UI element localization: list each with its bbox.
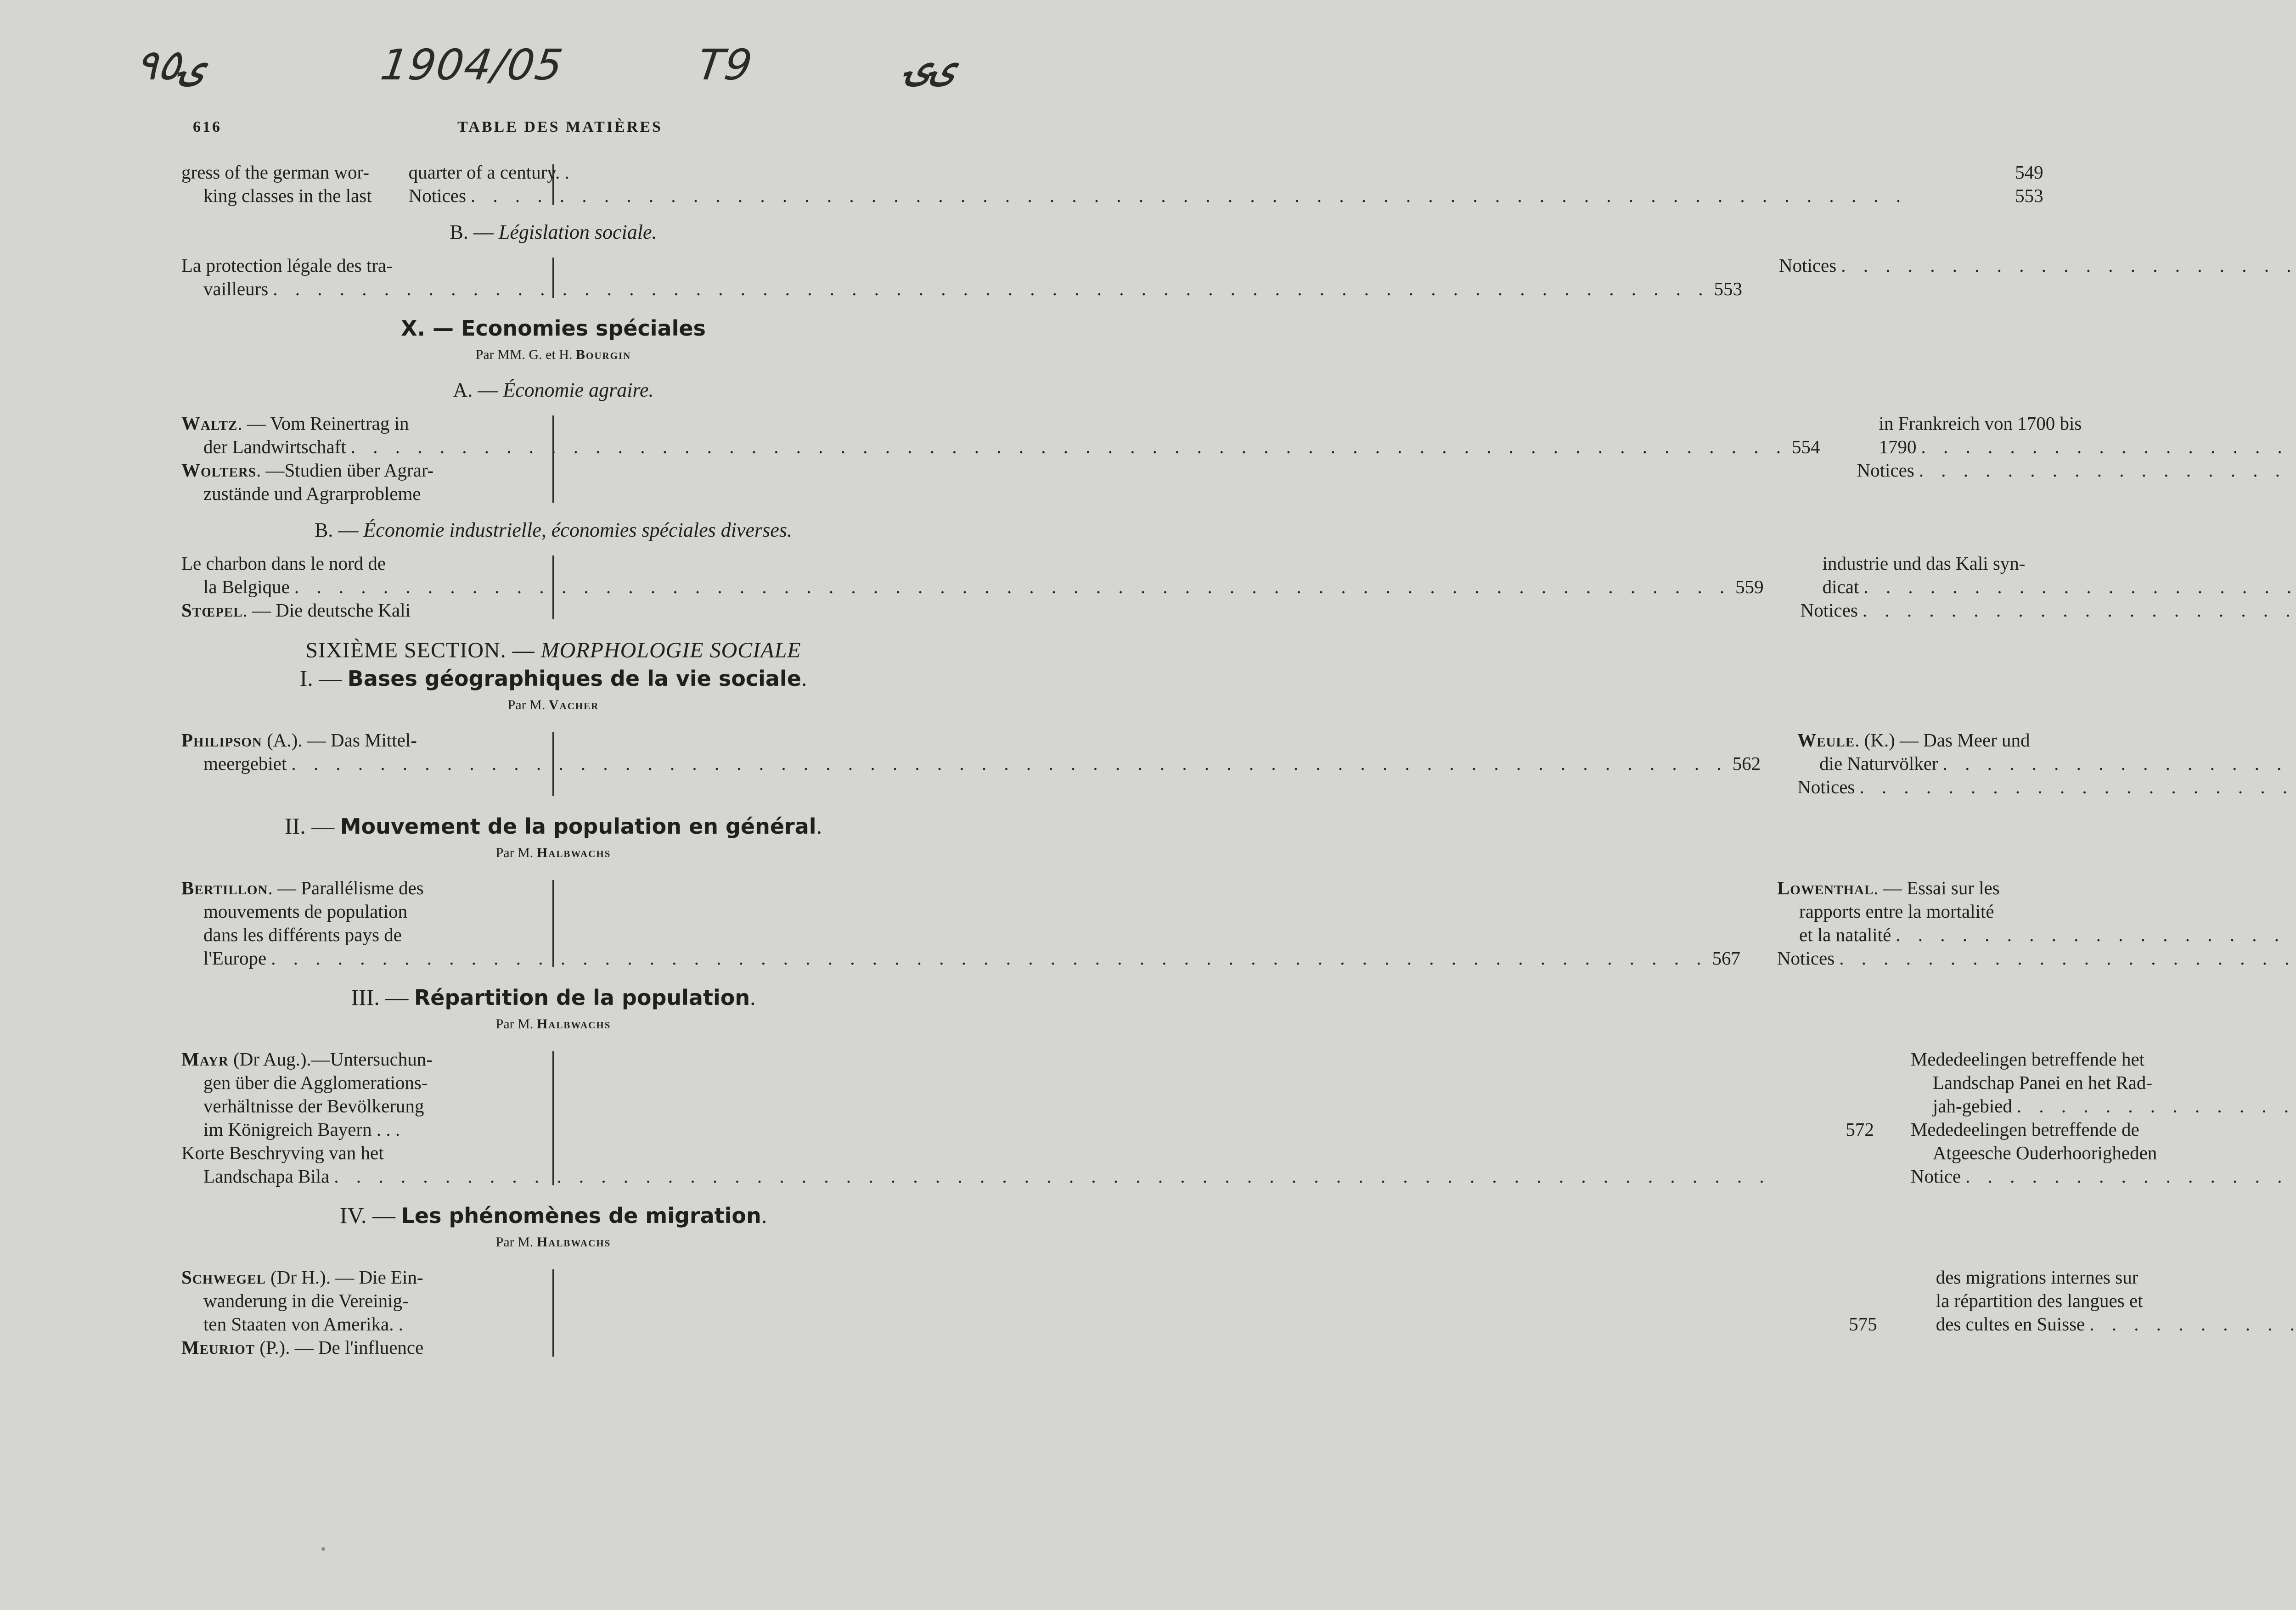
toc-text: Stœpel. — Die deutsche Kali	[181, 600, 411, 621]
toc-text: Lowenthal. — Essai sur les	[1777, 877, 2000, 898]
byline: Par MM. G. et H. Bourgin	[475, 347, 631, 362]
toc-text: et la natalité	[1799, 924, 1891, 945]
byline: Par M. Vacher	[507, 697, 599, 712]
toc-text: Meuriot (P.). — De l'influence	[181, 1337, 424, 1358]
paper-speck	[321, 1547, 325, 1551]
toc-text: Waltz. — Vom Reinertrag in	[181, 413, 409, 434]
toc-text: in Frankreich von 1700 bis	[1879, 413, 2082, 434]
toc-text: 1790	[1879, 436, 1917, 457]
toc-text: Notices	[1857, 460, 1914, 481]
toc-text: Le charbon dans le nord de	[181, 553, 386, 574]
toc-text: Notices	[1777, 948, 1835, 969]
toc-text: im Königreich Bayern . . .	[203, 1119, 400, 1140]
section-heading: X. — Economies spéciales	[401, 316, 706, 341]
toc-text: Bertillon. — Parallélisme des	[181, 877, 424, 898]
toc-block-continuation	[181, 161, 2043, 208]
toc-text: l'Europe	[203, 948, 267, 969]
toc-text: Notices	[1778, 255, 1837, 276]
page-ref: 575	[1849, 1313, 1877, 1335]
section-heading: III. — Répartition de la population.	[351, 984, 756, 1010]
toc-text: Landschapa Bila	[203, 1166, 330, 1187]
toc-text: industrie und das Kali syn-	[1822, 553, 2026, 574]
handwritten-mark-3: T9	[694, 40, 756, 90]
page-ref: 572	[1846, 1119, 1874, 1140]
toc-text: Notices	[1800, 600, 1858, 621]
section-heading: IV. — Les phénomènes de migration.	[339, 1202, 767, 1228]
table-of-contents	[181, 161, 2157, 1359]
page-ref: 559	[1735, 576, 1764, 597]
toc-text: verhältnisse der Bevölkerung	[203, 1095, 424, 1116]
toc-text: meergebiet	[203, 753, 287, 774]
toc-text: La protection légale des tra-	[181, 255, 393, 276]
toc-block-industrielle	[181, 552, 2026, 622]
page-ref: 553	[2015, 185, 2043, 206]
toc-text: die Naturvölker	[1819, 753, 1938, 774]
toc-block-mouvement	[181, 876, 2000, 970]
toc-text: Mayr (Dr Aug.).—Untersuchun-	[181, 1049, 433, 1070]
page-ref: 562	[1732, 753, 1761, 774]
toc-text: des cultes en Suisse	[1936, 1313, 2085, 1335]
page-ref: 567	[1712, 948, 1740, 969]
toc-text: Atgeesche Ouderhoorigheden	[1932, 1142, 2157, 1163]
toc-block-geographie	[181, 729, 2030, 799]
toc-text: rapports entre la mortalité	[1799, 901, 1994, 922]
toc-text: la Belgique	[203, 576, 290, 597]
toc-text: la répartition des langues et	[1936, 1290, 2143, 1311]
byline: Par M. Halbwachs	[495, 845, 611, 860]
running-header	[193, 118, 927, 136]
toc-text: vailleurs	[203, 278, 269, 299]
toc-text: Notice	[1910, 1166, 1961, 1187]
toc-block-migration	[181, 1266, 2143, 1359]
toc-text: Mededeelingen betreffende de	[1910, 1119, 2139, 1140]
toc-text: gen über die Agglomerations-	[203, 1072, 428, 1093]
toc-text: ten Staaten von Amerika. .	[203, 1313, 403, 1335]
section-heading: II. — Mouvement de la population en général.	[284, 813, 822, 839]
toc-text: Weule. (K.) — Das Meer und	[1797, 729, 2030, 751]
page-number: 616	[193, 118, 222, 135]
byline: Par M. Halbwachs	[495, 1016, 611, 1032]
toc-text: der Landwirtschaft	[203, 436, 346, 457]
handwritten-mark-4: ۍۍ	[903, 40, 960, 90]
subsection-heading: B. — Économie industrielle, économies spéciales diverses.	[315, 519, 792, 541]
toc-text: dans les différents pays de	[203, 924, 402, 945]
toc-text: Wolters. —Studien über Agrar-	[181, 460, 434, 481]
page-ref: 554	[1792, 436, 1820, 457]
handwritten-mark-2: 1904/05	[377, 40, 567, 90]
toc-text: Schwegel (Dr H.). — Die Ein-	[181, 1267, 423, 1288]
toc-text: king classes in the last	[203, 185, 372, 206]
toc-text: des migrations internes sur	[1936, 1267, 2138, 1288]
handwritten-mark-1: ۍ٩٥	[132, 40, 209, 90]
toc-block-agraire	[181, 412, 2082, 505]
toc-text: Korte Beschryving van het	[181, 1142, 384, 1163]
toc-block-legislation	[181, 254, 1837, 301]
part-heading: SIXIÈME SECTION. — MORPHOLOGIE SOCIALE	[305, 638, 801, 662]
toc-text: gress of the german wor-	[181, 162, 370, 183]
subsection-heading: B. — Législation sociale.	[450, 221, 657, 243]
toc-text: zustände und Agrarprobleme	[203, 483, 421, 504]
toc-text: dicat	[1822, 576, 1859, 597]
toc-text: Mededeelingen betreffende het	[1910, 1049, 2145, 1070]
toc-text: quarter of a century. .	[408, 162, 569, 183]
toc-text: Notices	[408, 185, 466, 206]
page-ref: 549	[2015, 162, 2043, 183]
toc-text: wanderung in die Vereinig-	[203, 1290, 409, 1311]
toc-text: Landschap Panei en het Rad-	[1932, 1072, 2153, 1093]
toc-text: mouvements de population	[203, 901, 408, 922]
section-heading: I. — Bases géographiques de la vie sociale.	[299, 665, 807, 691]
subsection-heading: A. — Économie agraire.	[453, 379, 654, 401]
toc-block-repartition	[181, 1048, 2157, 1188]
toc-text: Notices	[1797, 776, 1855, 797]
byline: Par M. Halbwachs	[495, 1234, 611, 1250]
toc-text: jah-gebied	[1932, 1095, 2012, 1116]
toc-text: Philipson (A.). — Das Mittel-	[181, 729, 417, 751]
running-title: TABLE DES MATIÈRES	[457, 118, 663, 135]
page-ref: 553	[1714, 278, 1742, 299]
